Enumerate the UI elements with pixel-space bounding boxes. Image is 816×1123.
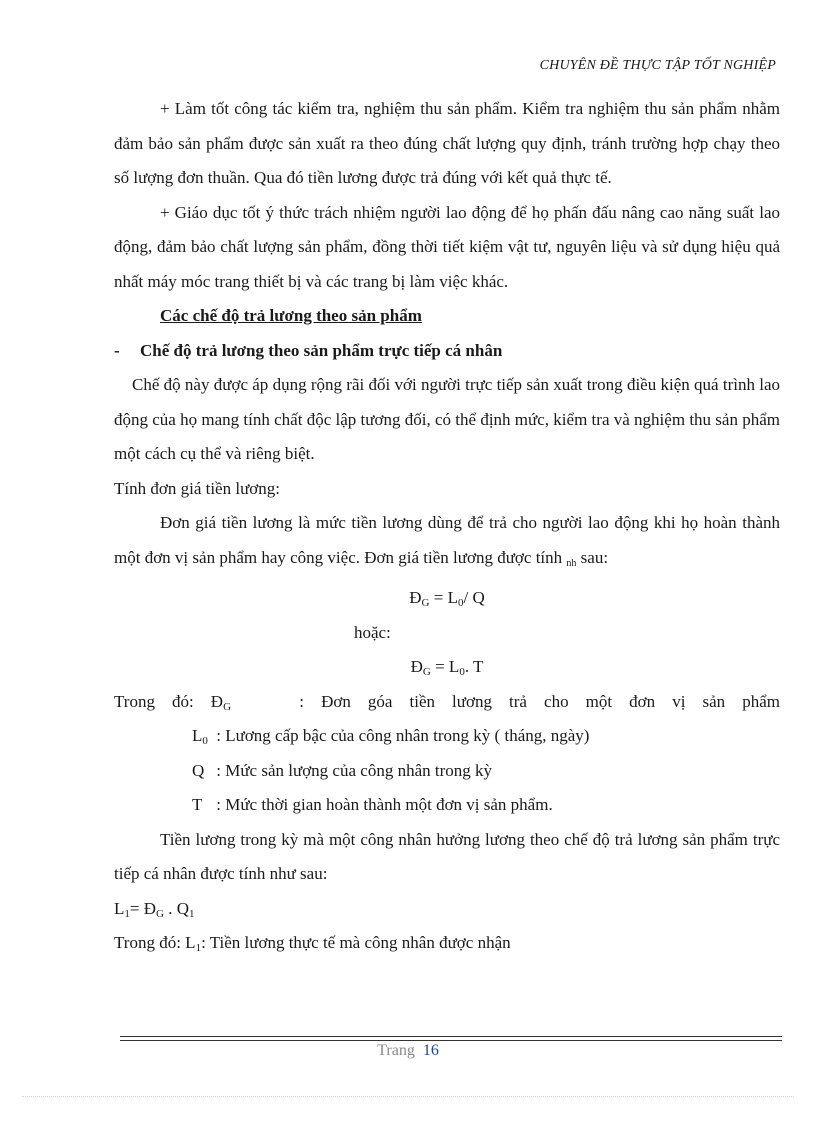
page-content: [114, 92, 780, 961]
document-header: CHUYÊN ĐỀ THỰC TẬP TỐT NGHIỆP: [539, 58, 776, 73]
formula-unit-price-1: $Đ_G = L_0/$ Q: [409, 588, 485, 609]
section-heading: Các chế độ trả lương theo sản phẩm: [160, 306, 422, 325]
page-number: 16: [422, 1042, 439, 1059]
paragraph-education: + Giáo dục tốt ý thức trách nhiệm người lao động để họ phấn đấu nâng cao năng suất lao động, đảm bảo chất lượng sản phẩm, đồng thời tiết kiệm vật tư, nguyên liệu và sử dụng hiệu quả nhất máy móc trang thiết bị và các trang bị làm việc khác.: [114, 202, 780, 291]
paragraph-regime-description: Chế độ này được áp dụng rộng rãi đối với người trực tiếp sản xuất trong điều kiện quá trình lao động của họ mang tính chất độc lập tương đối, có thể định mức, kiểm tra và nghiệm thu sản phẩm một cách cụ thể và riêng biệt.: [114, 375, 780, 463]
unit-price-text: Đơn giá tiền lương là mức tiền lương dùng để trả cho người lao động khi họ hoàn thành một đơn vị sản phẩm hay công việc. Đơn giá tiền lương được tính: [114, 513, 780, 567]
subsection-heading-text: Chế độ trả lương theo sản phẩm trực tiếp cá nhân: [140, 340, 503, 360]
formula-unit-price-2: $Đ_G = L_0$. T: [410, 657, 484, 678]
footer-rule-top: [120, 1036, 782, 1037]
definition-L0: $L_0$ : Lương cấp bậc của công nhân trong kỳ ( tháng, ngày): [192, 726, 590, 747]
paragraph-wage-calculation: Tiền lương trong kỳ mà một công nhân hưởng lương theo chế độ trả lương sản phẩm trực tiếp cá nhân được tính như sau:: [114, 829, 780, 883]
page-label: Trang: [377, 1042, 415, 1059]
formula-or-label: hoặc:: [354, 622, 391, 642]
unit-price-label: Tính đơn giá tiền lương:: [114, 478, 281, 498]
paragraph-unit-price: [114, 506, 780, 581]
bullet-dash: -: [114, 340, 120, 360]
paragraph-inspection: + Làm tốt công tác kiểm tra, nghiệm thu sản phẩm. Kiểm tra nghiệm thu sản phẩm nhằm đảm bảo sản phẩm được sản xuất ra theo đúng chất lượng quy định, tránh trường hợp chạy theo số lượng đơn thuần. Qua đó tiền lương được trả đúng với kết quả thực tế.: [114, 99, 780, 187]
artifact-text: nh: [566, 557, 577, 569]
definition-Q: Q : Mức sản lượng của công nhân trong kỳ: [192, 760, 493, 780]
footer-rule-bottom: [120, 1040, 782, 1041]
subsection-heading: [114, 334, 780, 369]
page-edge-divider: [22, 1096, 794, 1097]
definition-L1: Trong đó: $L_1$: Tiền lương thực tế mà công nhân được nhận: [114, 933, 511, 954]
definition-T: T : Mức thời gian hoàn thành một đơn vị sản phẩm.: [192, 795, 553, 814]
definition-unit-price: Trong đó: $Đ_G$ : Đơn góa tiền lương trả cho một đơn vị sản phẩm: [114, 691, 780, 713]
page-footer: [0, 1042, 816, 1060]
formula-wage: $L_1=$ $Đ_G$ . $Q_1$: [114, 898, 195, 920]
unit-price-tail: sau:: [580, 547, 609, 567]
